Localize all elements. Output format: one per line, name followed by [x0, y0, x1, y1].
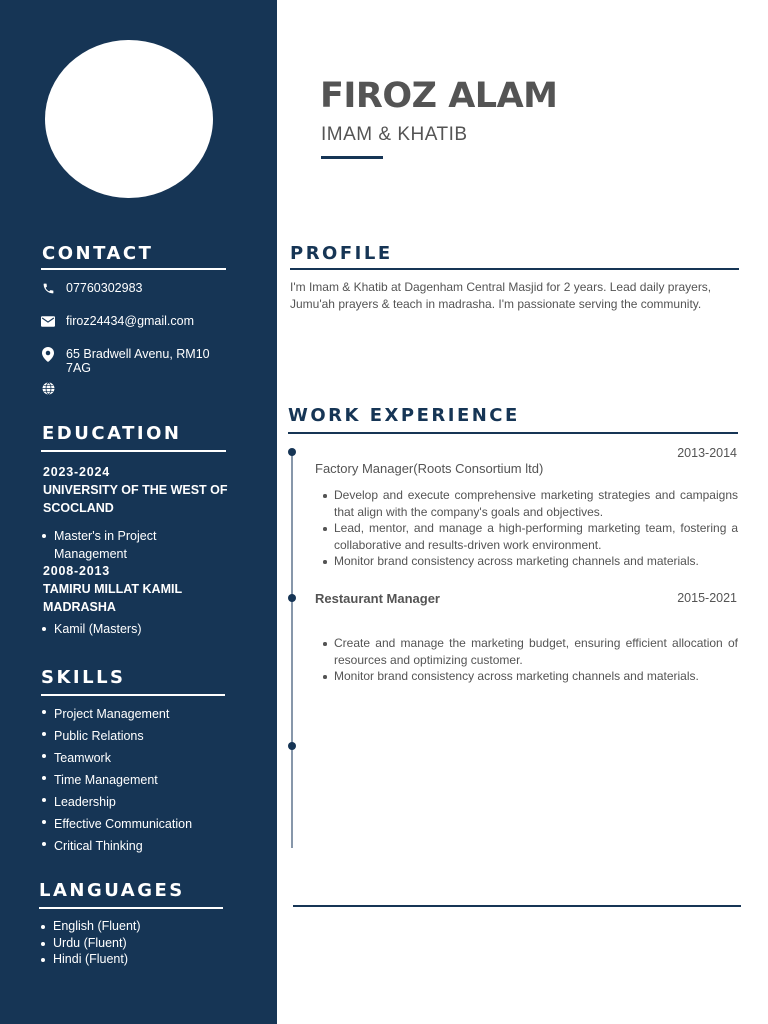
job-bullet: Monitor brand consistency across marketing channels and materials. [320, 668, 738, 685]
languages-heading: LANGUAGES [39, 880, 185, 901]
job-years: 2013-2014 [677, 446, 737, 460]
job-title: Restaurant Manager [315, 591, 440, 606]
education-entry-1 [43, 463, 233, 563]
location-pin-icon [40, 347, 56, 361]
job-years: 2015-2021 [677, 591, 737, 605]
job-bullet: Create and manage the marketing budget, ensuring efficient allocation of resources and optimizing customer. [320, 635, 738, 668]
timeline-dot [288, 742, 296, 750]
language-item: Hindi (Fluent) [41, 951, 141, 968]
address-text: 65 Bradwell Avenu, RM10 7AG [66, 347, 210, 375]
profile-heading: PROFILE [290, 243, 393, 264]
skill-item: Leadership [42, 791, 192, 813]
skills-heading: SKILLS [41, 667, 126, 688]
contact-phone [40, 281, 230, 295]
language-item: Urdu (Fluent) [41, 935, 141, 952]
education-items [42, 620, 233, 638]
languages-divider [39, 907, 223, 909]
job-bullet: Develop and execute comprehensive marketing strategies and campaigns that align with the company's goals and objectives. [320, 487, 738, 520]
education-years: 2023-2024 [43, 465, 110, 479]
timeline-dot [288, 594, 296, 602]
phone-icon [40, 281, 56, 295]
title-underline [321, 156, 383, 159]
globe-icon [40, 381, 56, 395]
candidate-name: FIROZ ALAM [320, 76, 558, 116]
education-heading: EDUCATION [42, 423, 182, 444]
job-bullet: Lead, mentor, and manage a high-performing marketing team, fostering a collaborative and results-driven work environment. [320, 520, 738, 553]
skill-item: Effective Communication [42, 813, 192, 835]
profile-divider [290, 268, 739, 270]
education-item: Master's in Project Management [42, 527, 192, 563]
skill-item: Project Management [42, 703, 192, 725]
education-entry-2 [43, 562, 233, 638]
work-experience-divider [288, 432, 738, 434]
skill-item: Critical Thinking [42, 835, 192, 857]
email-address[interactable]: firoz24434@gmail.com [66, 314, 195, 328]
job-bullet: Monitor brand consistency across marketing channels and materials. [320, 553, 738, 570]
education-item: Kamil (Masters) [42, 620, 233, 638]
job-title: Factory Manager(Roots Consortium ltd) [315, 461, 544, 476]
profile-summary: I'm Imam & Khatib at Dagenham Central Masjid for 2 years. Lead daily prayers, Jumu'ah prayers & teach in madrasha. I'm passionate serving the community. [290, 280, 712, 311]
bottom-divider [293, 905, 741, 907]
skill-item: Teamwork [42, 747, 192, 769]
work-experience-heading: WORK EXPERIENCE [288, 405, 520, 426]
education-school: TAMIRU MILLAT KAMIL MADRASHA [43, 582, 182, 614]
job-bullets [320, 487, 738, 570]
languages-list [41, 918, 141, 968]
envelope-icon [40, 314, 56, 328]
timeline-line [291, 452, 293, 848]
timeline-dot [288, 448, 296, 456]
skill-item: Time Management [42, 769, 192, 791]
contact-heading: CONTACT [42, 243, 154, 264]
contact-divider [41, 268, 226, 270]
sidebar [0, 0, 277, 1024]
skills-list [42, 703, 192, 857]
education-divider [41, 450, 226, 452]
education-school: UNIVERSITY OF THE WEST OF SCOCLAND [43, 483, 228, 515]
contact-email [40, 314, 230, 328]
education-items [42, 527, 192, 563]
contact-address [40, 347, 230, 375]
skills-divider [41, 694, 225, 696]
phone-number[interactable]: 07760302983 [66, 281, 143, 295]
candidate-title: IMAM & KHATIB [321, 124, 468, 145]
contact-website [40, 381, 230, 395]
language-item: English (Fluent) [41, 918, 141, 935]
skill-item: Public Relations [42, 725, 192, 747]
profile-photo-placeholder [45, 40, 213, 198]
job-bullets [320, 635, 738, 685]
education-years: 2008-2013 [43, 564, 110, 578]
